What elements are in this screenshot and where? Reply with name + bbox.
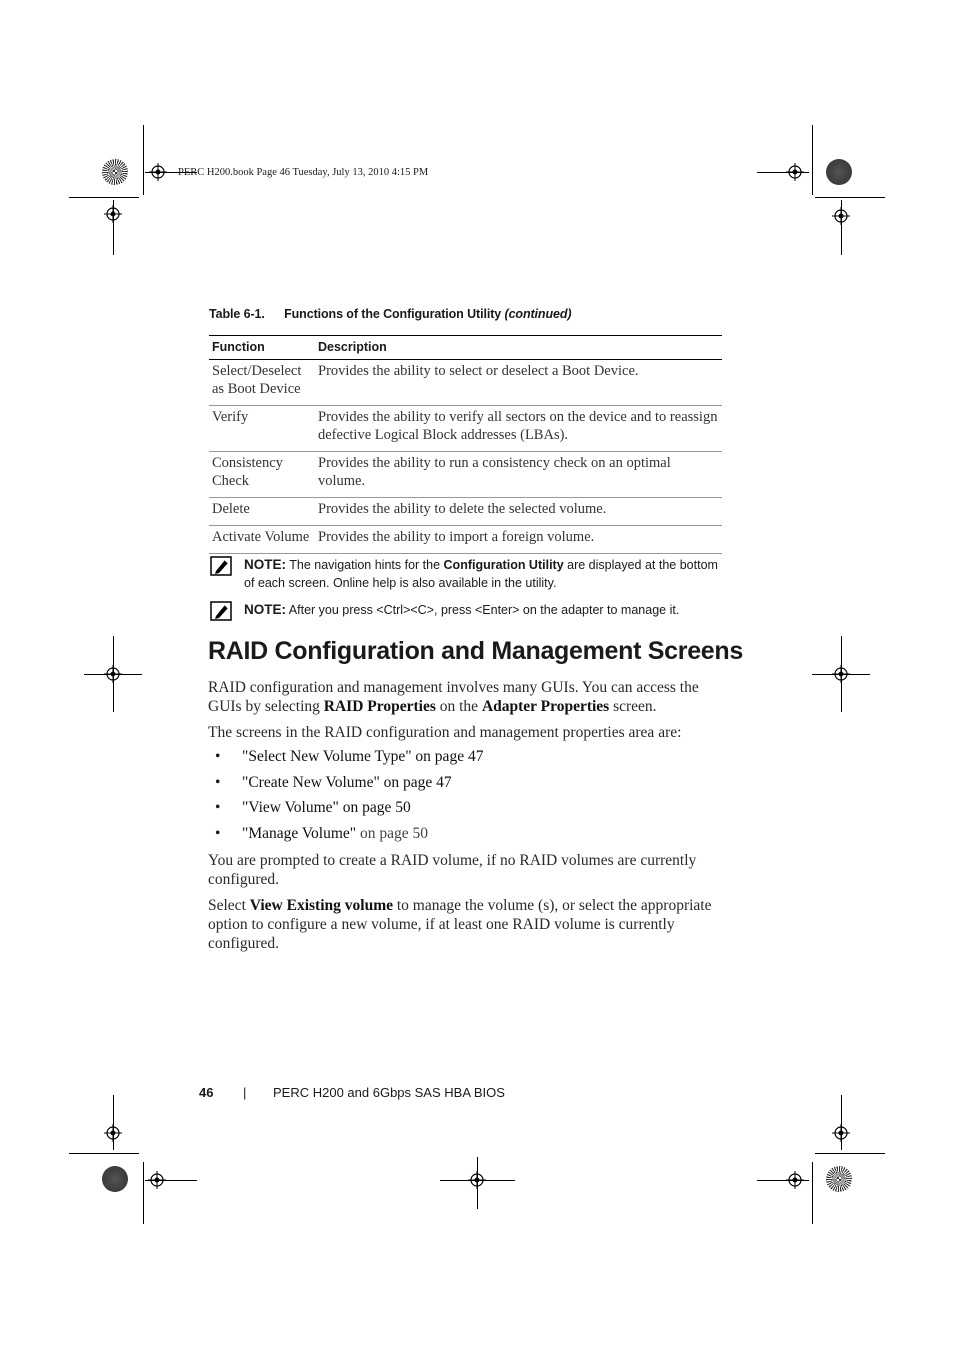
ui-term-adapter-properties: Adapter Properties xyxy=(481,698,610,715)
column-header-function: Function xyxy=(209,336,315,360)
note-text: The navigation hints for the xyxy=(289,558,441,572)
function-cell: Delete xyxy=(209,498,315,526)
paragraph-screens: The screens in the RAID configuration and management properties area are: xyxy=(208,724,682,741)
list-item-rest: on page 50 xyxy=(356,824,428,842)
crop-mark xyxy=(143,125,144,195)
list-item-text xyxy=(242,774,452,792)
list-item xyxy=(215,825,695,851)
description-cell: Provides the ability to run a consistency check on an optimal volume. xyxy=(315,452,722,498)
list-item xyxy=(215,748,695,774)
table-row xyxy=(209,360,722,406)
footer-separator: | xyxy=(243,1085,247,1100)
running-footer-title: PERC H200 and 6Gbps SAS HBA BIOS xyxy=(273,1085,505,1100)
crop-mark xyxy=(815,1153,885,1154)
note-ctrl-c xyxy=(210,601,725,619)
bullet: • xyxy=(215,824,221,842)
page-number: 46 xyxy=(199,1085,214,1100)
list-item-text xyxy=(242,799,411,817)
table-continued-label: (continued) xyxy=(504,307,572,321)
functions-table xyxy=(209,335,722,554)
ui-term-view-existing-volume: View Existing volume xyxy=(249,897,393,914)
color-target-icon xyxy=(102,1166,128,1192)
color-target-icon xyxy=(826,1166,852,1192)
table-number: Table 6-1. xyxy=(209,307,265,321)
list-item-text xyxy=(242,748,483,766)
crop-mark xyxy=(143,1162,144,1224)
registration-mark-icon xyxy=(104,205,122,223)
table-row xyxy=(209,452,722,498)
bullet: • xyxy=(215,773,221,791)
description-cell: Provides the ability to delete the selected volume. xyxy=(315,498,722,526)
description-cell: Provides the ability to select or deselect a Boot Device. xyxy=(315,360,722,406)
function-cell: Consistency Check xyxy=(209,452,315,498)
link-create-new-volume[interactable]: "Create New Volume" on page 47 xyxy=(242,773,452,791)
registration-mark-icon xyxy=(468,1171,486,1189)
table-row xyxy=(209,498,722,526)
paragraph-text: on the xyxy=(439,698,479,715)
registration-mark-icon xyxy=(786,163,804,181)
table-title: Functions of the Configuration Utility xyxy=(284,307,502,321)
registration-mark-icon xyxy=(104,665,122,683)
book-slug: PERC H200.book Page 46 Tuesday, July 13, 2010 4:15 PM xyxy=(178,167,429,178)
note-label: NOTE: xyxy=(244,602,286,617)
table-caption xyxy=(209,307,571,321)
color-target-icon xyxy=(102,159,128,185)
link-view-volume[interactable]: "View Volume" on page 50 xyxy=(242,799,411,816)
paragraph-prompt: You are prompted to create a RAID volume, if no RAID volumes are currently configured. xyxy=(208,852,697,888)
paragraph-text: screen. xyxy=(613,698,657,715)
crop-mark xyxy=(812,125,813,195)
registration-mark-icon xyxy=(832,207,850,225)
note-ui-term: Configuration Utility xyxy=(443,558,564,572)
list-item-text xyxy=(242,825,428,843)
registration-mark-icon xyxy=(832,665,850,683)
function-cell: Verify xyxy=(209,406,315,452)
column-header-description: Description xyxy=(315,336,722,360)
list-item xyxy=(215,774,695,800)
paragraph-text: RAID configuration and management involves many GUIs. You can access the GUIs by selecting xyxy=(208,679,699,715)
link-select-new-volume-type[interactable]: "Select New Volume Type" on page 47 xyxy=(242,748,484,765)
paragraph-intro xyxy=(208,678,724,716)
note-label: NOTE: xyxy=(244,557,286,572)
bullet: • xyxy=(215,799,221,816)
registration-mark-icon xyxy=(149,163,167,181)
bullet: • xyxy=(215,748,221,765)
section-heading: RAID Configuration and Management Screens xyxy=(208,637,743,665)
paragraph-text: to manage the volume (s), or select the appropriate option to configure a new volume, if at least one RAID volume is currently configured. xyxy=(208,897,712,952)
note-text: After you press <Ctrl><C>, press <Enter> on the adapter to manage it. xyxy=(288,603,680,617)
note-navigation-hints xyxy=(210,556,725,592)
link-manage-volume[interactable]: "Manage Volume" xyxy=(242,824,357,842)
pencil-note-icon xyxy=(210,601,232,621)
registration-mark-icon xyxy=(786,1171,804,1189)
table-row xyxy=(209,406,722,452)
table-row xyxy=(209,526,722,554)
registration-mark-icon xyxy=(148,1171,166,1189)
screens-list xyxy=(215,748,695,850)
function-cell: Select/Deselect as Boot Device xyxy=(209,360,315,406)
registration-mark-icon xyxy=(832,1124,850,1142)
crop-mark xyxy=(812,1162,813,1224)
pencil-note-icon xyxy=(210,556,232,576)
description-cell: Provides the ability to import a foreign volume. xyxy=(315,526,722,554)
table-header-row xyxy=(209,336,722,360)
ui-term-raid-properties: RAID Properties xyxy=(323,698,436,715)
crop-mark xyxy=(69,197,139,198)
function-cell: Activate Volume xyxy=(209,526,315,554)
registration-mark-icon xyxy=(104,1124,122,1142)
description-cell: Provides the ability to verify all sectors on the device and to reassign defective Logical Block addresses (LBAs). xyxy=(315,406,722,452)
paragraph-text: Select xyxy=(208,897,246,914)
crop-mark xyxy=(69,1153,139,1154)
list-item xyxy=(215,799,695,825)
crop-mark xyxy=(815,197,885,198)
note-text: are displayed at the bottom of each screen. Online help is also available in the utility. xyxy=(244,558,718,590)
color-target-icon xyxy=(826,159,852,185)
paragraph-select xyxy=(208,896,724,953)
